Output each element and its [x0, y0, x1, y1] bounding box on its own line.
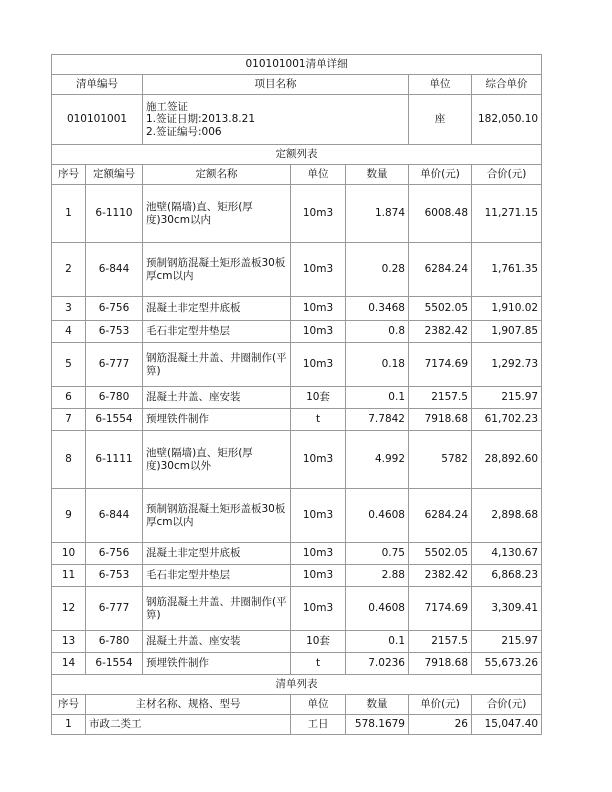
- bill-price: 182,050.10: [472, 95, 542, 145]
- quota-row: [52, 387, 542, 409]
- quota-row: [52, 297, 542, 321]
- quota-name: 预制钢筋混凝土矩形盖板30板厚cm以内: [143, 243, 291, 297]
- quota-price: 6008.48: [409, 185, 472, 243]
- bill-name-header: 项目名称: [143, 75, 409, 95]
- quota-qty: 0.28: [346, 243, 409, 297]
- quota-name: 池壁(隔墙)直、矩形(厚度)30cm以内: [143, 185, 291, 243]
- quota-seq: 4: [52, 321, 86, 343]
- quota-code: 6-753: [86, 565, 143, 587]
- quota-qty: 7.0236: [346, 653, 409, 675]
- quota-seq: 8: [52, 431, 86, 489]
- quota-code: 6-1110: [86, 185, 143, 243]
- material-unit: 工日: [291, 715, 346, 735]
- quota-unit: 10m3: [291, 185, 346, 243]
- quota-price: 7918.68: [409, 653, 472, 675]
- material-seq: 1: [52, 715, 86, 735]
- material-qty: 578.1679: [346, 715, 409, 735]
- quota-name: 预制钢筋混凝土矩形盖板30板厚cm以内: [143, 489, 291, 543]
- page-title: 010101001清单详细: [52, 55, 542, 75]
- bill-detail-table: [51, 54, 542, 735]
- quota-unit: 10套: [291, 387, 346, 409]
- bill-name-line: 1.签证日期:2013.8.21: [146, 113, 255, 126]
- quota-code: 6-777: [86, 343, 143, 387]
- quota-unit: 10m3: [291, 489, 346, 543]
- material-price-header: 单价(元): [409, 695, 472, 715]
- material-unit-header: 单位: [291, 695, 346, 715]
- quota-qty: 0.18: [346, 343, 409, 387]
- quota-row: [52, 431, 542, 489]
- bill-name-line: 施工签证: [146, 100, 188, 113]
- quota-seq: 7: [52, 409, 86, 431]
- quota-seq: 2: [52, 243, 86, 297]
- quota-code: 6-777: [86, 587, 143, 631]
- material-price: 26: [409, 715, 472, 735]
- quota-name: 预埋铁件制作: [143, 409, 291, 431]
- quota-price: 5502.05: [409, 297, 472, 321]
- quota-total: 28,892.60: [472, 431, 542, 489]
- bill-code: 010101001: [52, 95, 143, 145]
- quota-qty: 0.4608: [346, 587, 409, 631]
- quota-code-header: 定额编号: [86, 165, 143, 185]
- quota-total: 61,702.23: [472, 409, 542, 431]
- quota-price: 6284.24: [409, 243, 472, 297]
- quota-seq: 1: [52, 185, 86, 243]
- quota-row: [52, 409, 542, 431]
- quota-unit: 10m3: [291, 243, 346, 297]
- quota-code: 6-756: [86, 297, 143, 321]
- quota-name: 混凝土非定型井底板: [143, 297, 291, 321]
- quota-code: 6-780: [86, 387, 143, 409]
- quota-qty: 0.8: [346, 321, 409, 343]
- quota-seq: 14: [52, 653, 86, 675]
- quota-name: 预埋铁件制作: [143, 653, 291, 675]
- bill-name-line: 2.签证编号:006: [146, 125, 222, 138]
- quota-unit: 10m3: [291, 343, 346, 387]
- quota-name: 钢筋混凝土井盖、井圈制作(平箅): [143, 587, 291, 631]
- quota-unit: t: [291, 409, 346, 431]
- quota-qty: 0.1: [346, 387, 409, 409]
- bill-row: [52, 95, 542, 145]
- quota-row: [52, 631, 542, 653]
- quota-unit: 10m3: [291, 297, 346, 321]
- material-total: 15,047.40: [472, 715, 542, 735]
- quota-unit: 10m3: [291, 321, 346, 343]
- quota-price: 7174.69: [409, 343, 472, 387]
- material-seq-header: 序号: [52, 695, 86, 715]
- material-name: 市政二类工: [86, 715, 291, 735]
- quota-qty: 0.4608: [346, 489, 409, 543]
- quota-row: [52, 587, 542, 631]
- quota-seq: 10: [52, 543, 86, 565]
- quota-name: 池壁(隔墙)直、矩形(厚度)30cm以外: [143, 431, 291, 489]
- quota-price: 2157.5: [409, 387, 472, 409]
- quota-seq: 3: [52, 297, 86, 321]
- bill-unit-header: 单位: [409, 75, 472, 95]
- quota-unit: t: [291, 653, 346, 675]
- quota-total: 215.97: [472, 387, 542, 409]
- quota-code: 6-756: [86, 543, 143, 565]
- bill-unit: 座: [409, 95, 472, 145]
- quota-price: 2382.42: [409, 321, 472, 343]
- quota-total: 11,271.15: [472, 185, 542, 243]
- quota-price: 6284.24: [409, 489, 472, 543]
- quota-price-header: 单价(元): [409, 165, 472, 185]
- quota-code: 6-844: [86, 489, 143, 543]
- quota-qty-header: 数量: [346, 165, 409, 185]
- title-row: [52, 55, 542, 75]
- material-header-row: [52, 695, 542, 715]
- quota-total: 1,292.73: [472, 343, 542, 387]
- quota-row: [52, 653, 542, 675]
- quota-qty: 0.3468: [346, 297, 409, 321]
- quota-row: [52, 543, 542, 565]
- material-total-header: 合价(元): [472, 695, 542, 715]
- quota-seq: 11: [52, 565, 86, 587]
- quota-price: 2382.42: [409, 565, 472, 587]
- quota-name: 混凝土非定型井底板: [143, 543, 291, 565]
- quota-qty: 0.75: [346, 543, 409, 565]
- quota-seq: 12: [52, 587, 86, 631]
- quota-code: 6-1554: [86, 409, 143, 431]
- quota-unit: 10m3: [291, 587, 346, 631]
- quota-row: [52, 321, 542, 343]
- quota-seq-header: 序号: [52, 165, 86, 185]
- quota-unit-header: 单位: [291, 165, 346, 185]
- quota-code: 6-1554: [86, 653, 143, 675]
- quota-seq: 5: [52, 343, 86, 387]
- quota-name: 毛石非定型井垫层: [143, 321, 291, 343]
- bill-code-header: 清单编号: [52, 75, 143, 95]
- quota-total-header: 合价(元): [472, 165, 542, 185]
- bill-name: [143, 95, 409, 145]
- bill-header-row: [52, 75, 542, 95]
- quota-header-row: [52, 165, 542, 185]
- quota-code: 6-780: [86, 631, 143, 653]
- material-name-header: 主材名称、规格、型号: [86, 695, 291, 715]
- quota-qty: 0.1: [346, 631, 409, 653]
- quota-row: [52, 489, 542, 543]
- quota-name: 混凝土井盖、座安装: [143, 387, 291, 409]
- quota-seq: 6: [52, 387, 86, 409]
- quota-unit: 10m3: [291, 543, 346, 565]
- quota-total: 6,868.23: [472, 565, 542, 587]
- quota-qty: 4.992: [346, 431, 409, 489]
- quota-code: 6-844: [86, 243, 143, 297]
- quota-total: 1,761.35: [472, 243, 542, 297]
- quota-code: 6-753: [86, 321, 143, 343]
- quota-row: [52, 565, 542, 587]
- material-qty-header: 数量: [346, 695, 409, 715]
- quota-name-header: 定额名称: [143, 165, 291, 185]
- quota-section-title: 定额列表: [52, 145, 542, 165]
- quota-qty: 2.88: [346, 565, 409, 587]
- quota-total: 1,910.02: [472, 297, 542, 321]
- quota-unit: 10m3: [291, 565, 346, 587]
- quota-total: 4,130.67: [472, 543, 542, 565]
- quota-total: 2,898.68: [472, 489, 542, 543]
- quota-qty: 1.874: [346, 185, 409, 243]
- bill-price-header: 综合单价: [472, 75, 542, 95]
- quota-row: [52, 185, 542, 243]
- quota-seq: 9: [52, 489, 86, 543]
- quota-name: 混凝土井盖、座安装: [143, 631, 291, 653]
- material-section-title: 清单列表: [52, 675, 542, 695]
- quota-unit: 10m3: [291, 431, 346, 489]
- quota-price: 7174.69: [409, 587, 472, 631]
- quota-seq: 13: [52, 631, 86, 653]
- quota-code: 6-1111: [86, 431, 143, 489]
- quota-qty: 7.7842: [346, 409, 409, 431]
- quota-price: 5782: [409, 431, 472, 489]
- quota-row: [52, 343, 542, 387]
- quota-section-row: [52, 145, 542, 165]
- quota-total: 3,309.41: [472, 587, 542, 631]
- material-row: [52, 715, 542, 735]
- material-section-row: [52, 675, 542, 695]
- quota-unit: 10套: [291, 631, 346, 653]
- quota-row: [52, 243, 542, 297]
- quota-total: 215.97: [472, 631, 542, 653]
- quota-price: 5502.05: [409, 543, 472, 565]
- quota-total: 1,907.85: [472, 321, 542, 343]
- quota-price: 2157.5: [409, 631, 472, 653]
- quota-price: 7918.68: [409, 409, 472, 431]
- quota-name: 钢筋混凝土井盖、井圈制作(平箅): [143, 343, 291, 387]
- quota-name: 毛石非定型井垫层: [143, 565, 291, 587]
- quota-total: 55,673.26: [472, 653, 542, 675]
